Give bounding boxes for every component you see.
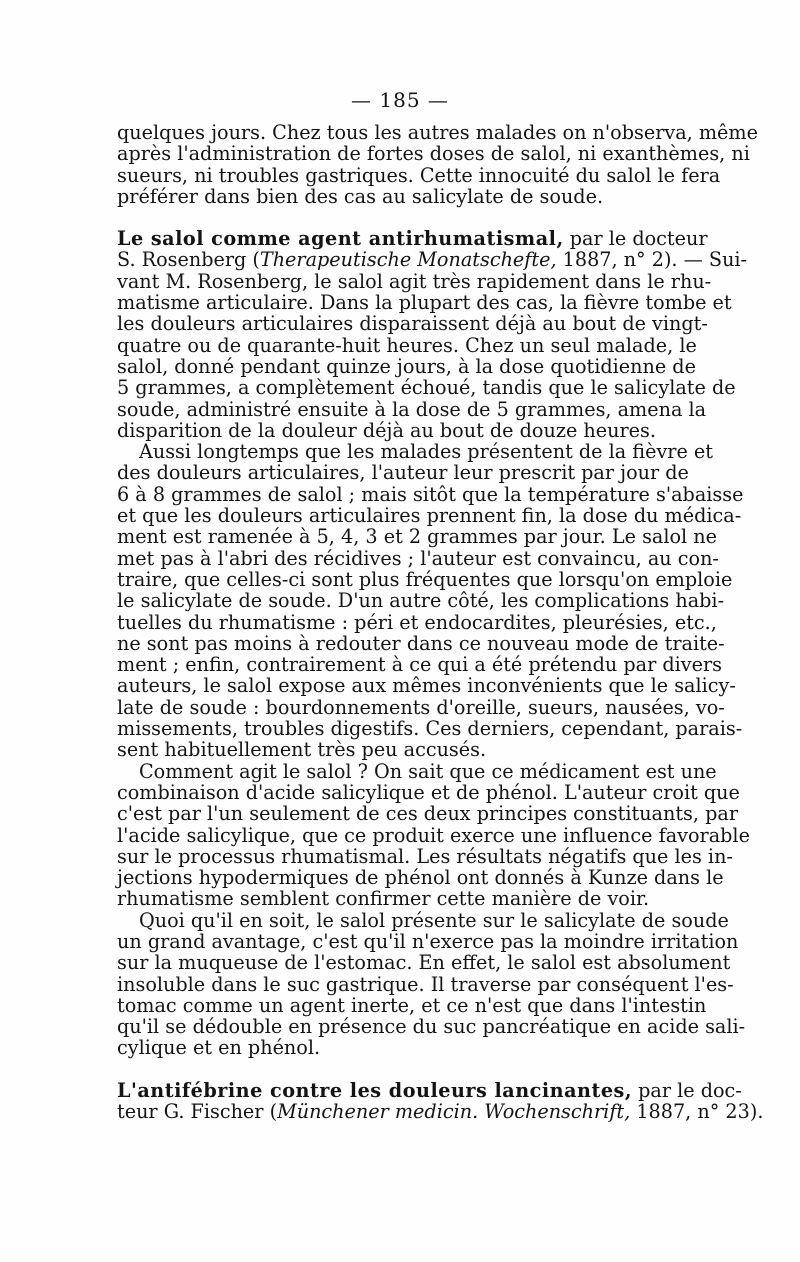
page-number: — 185 — (351, 88, 449, 112)
text-line: Quoi qu'il en soit, le salol présente sur le salicylate de soude (139, 908, 729, 932)
article-heading-salol: Le salol comme agent antirhumatismal, (117, 227, 564, 251)
paragraph-salol-article (117, 227, 748, 442)
text-line: sueurs, ni troubles gastriques. Cette innocuité du salol le fera (117, 163, 721, 187)
text-line: qu'il se dédouble en présence du suc pancréatique en acide sali- (117, 1015, 746, 1039)
text-line: quatre ou de quarante-huit heures. Chez un seul malade, le (117, 333, 697, 357)
body-text (117, 121, 764, 1124)
text-line: c'est par l'un seulement de ces deux principes constituants, par (117, 802, 738, 826)
text-line: préférer dans bien des cas au salicylate de soude. (117, 184, 604, 208)
text-line: 6 à 8 grammes de salol ; mais sitôt que la température s'abaisse (117, 482, 744, 506)
paragraph-antifebrine-article (117, 1078, 764, 1124)
text-line: traire, que celles-ci sont plus fréquentes que lorsqu'on emploie (117, 567, 733, 591)
text-line: quelques jours. Chez tous les autres malades on n'observa, même (117, 121, 758, 144)
text-line: sur le processus rhumatismal. Les résultats négatifs que les in- (117, 844, 733, 868)
paragraph-intro (117, 121, 758, 208)
section-gap (117, 1059, 684, 1080)
text-line: late de soude : bourdonnements d'oreille, sueurs, nausées, vo- (117, 695, 725, 719)
text-line: 5 grammes, a complètement échoué, tandis que le salicylate de (117, 376, 736, 400)
text-line: S. Rosenberg (Therapeutische Monatschefte, 1887, n° 2). — Sui- (117, 248, 748, 272)
text-line: tuelles du rhumatisme : péri et endocardites, pleurésies, etc., (117, 610, 717, 634)
text-line: Comment agit le salol ? On sait que ce médicament est une (139, 759, 717, 783)
text-line: L'antifébrine contre les douleurs lancinantes, par le doc- (117, 1078, 742, 1102)
text-line: rhumatisme semblent confirmer cette manière de voir. (117, 887, 650, 911)
paragraph-dosage (117, 440, 744, 762)
text-line: soude, administré ensuite à la dose de 5 grammes, amena la (117, 397, 707, 421)
text-line: l'acide salicylique, que ce produit exerce une influence favorable (117, 823, 750, 847)
text-line: les douleurs articulaires disparaissent déjà au bout de vingt- (117, 312, 708, 336)
text-line: ment ; enfin, contrairement à ce qui a été prétendu par divers (117, 653, 722, 677)
text-line: ne sont pas moins à redouter dans ce nouveau mode de traite- (117, 631, 725, 655)
text-line: sur la muqueuse de l'estomac. En effet, le salol est absolument (117, 951, 731, 975)
text-line: salol, donné pendant quinze jours, à la dose quotidienne de (117, 354, 696, 378)
text-line: teur G. Fischer (Münchener medicin. Wochenschrift, 1887, n° 23). (117, 1100, 764, 1124)
text-line: disparition de la douleur déjà au bout de douze heures. (117, 418, 656, 442)
text-line: auteurs, le salol expose aux mêmes inconvénients que le salicy- (117, 674, 736, 698)
text-line: le salicylate de soude. D'un autre côté, les complications habi- (117, 589, 725, 613)
text-line: combinaison d'acide salicylique et de phénol. L'auteur croit que (117, 780, 740, 804)
text-line: et que les douleurs articulaires prennent fin, la dose du médica- (117, 504, 742, 528)
text-line: insoluble dans le suc gastrique. Il traverse par conséquent l'es- (117, 972, 734, 996)
text-line: des douleurs articulaires, l'auteur leur prescrit par jour de (117, 461, 689, 485)
journal-title: Münchener medicin. Wochenschrift, (277, 1100, 631, 1124)
text-line: vant M. Rosenberg, le salol agit très rapidement dans le rhu- (117, 269, 712, 293)
text-line: tomac comme un agent inerte, et ce n'est que dans l'intestin (117, 993, 707, 1017)
text-line: cylique et en phénol. (117, 1036, 321, 1060)
text-line: ment est ramenée à 5, 4, 3 et 2 grammes par jour. Le salol ne (117, 525, 718, 549)
section-gap (117, 207, 684, 228)
text-line: un grand avantage, c'est qu'il n'exerce pas la moindre irritation (117, 929, 739, 953)
paragraph-mechanism (117, 759, 750, 911)
paragraph-advantage (117, 908, 746, 1060)
text-line: sent habituellement très peu accusés. (117, 738, 487, 762)
text-line: après l'administration de fortes doses de salol, ni exanthèmes, ni (117, 142, 750, 166)
text-line: met pas à l'abri des récidives ; l'auteur est convaincu, au con- (117, 546, 719, 570)
text-line: Aussi longtemps que les malades présentent de la fièvre et (139, 440, 713, 464)
article-heading-antifebrine: L'antifébrine contre les douleurs lancinantes, (117, 1078, 633, 1102)
text-line: Le salol comme agent antirhumatismal, par le docteur (117, 227, 708, 251)
text-line: missements, troubles digestifs. Ces derniers, cependant, parais- (117, 717, 743, 741)
text-line: jections hypodermiques de phénol ont donnés à Kunze dans le (117, 866, 724, 890)
text-line: matisme articulaire. Dans la plupart des cas, la fièvre tombe et (117, 291, 732, 315)
journal-title: Therapeutische Monatschefte, (259, 248, 557, 272)
